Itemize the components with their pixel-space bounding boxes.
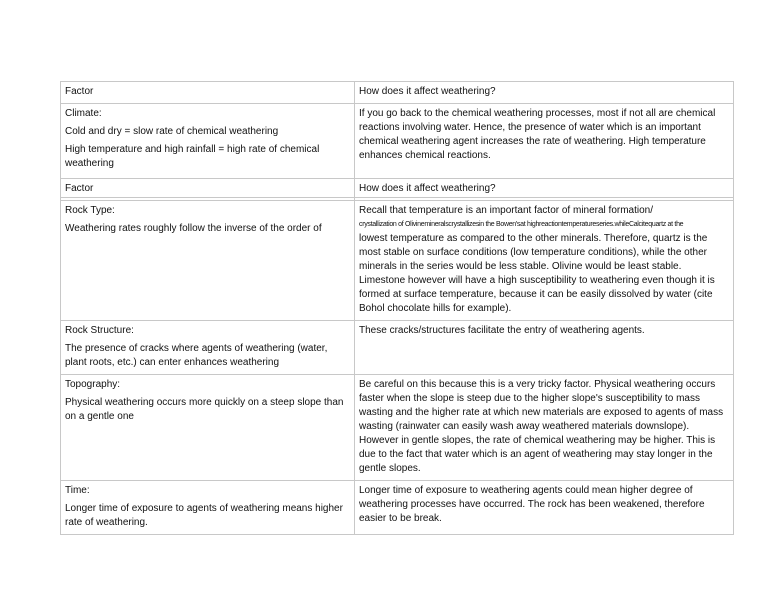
effect-text-rest: lowest temperature as compared to the other minerals. Therefore, quartz is the most stable on surface conditions (low temperature conditions), while the other minerals in the series would be less stable. Olivine would be least stable. Limestone however will have a high susceptibility to weathering even though it is formed at surface temperature, because it can be easily dissolved by water (cite Bohol chocolate hills for example). bbox=[359, 233, 715, 314]
table-row bbox=[61, 375, 734, 481]
factor-cell-rock-type bbox=[61, 201, 355, 321]
factor-title: Rock Type: bbox=[65, 205, 115, 216]
factor-title: Rock Structure: bbox=[65, 325, 134, 336]
factor-line: The presence of cracks where agents of weathering (water, plant roots, etc.) can enter enhances weathering bbox=[65, 343, 328, 368]
effect-text-small: crystallization of Olivinemineralscrystallizesin the Bowen'sat highreactiontemperatureseries.whileCalcitequartz at the bbox=[359, 221, 684, 228]
effect-cell-time bbox=[355, 481, 734, 535]
table-row bbox=[61, 321, 734, 375]
effect-text: Be careful on this because this is a very tricky factor. Physical weathering occurs faster when the slope is steep due to the higher slope's susceptibility to mass wasting and the higher rate at which new materials are exposed to agents of mass wasting (rainwater can easily wash away weathered materials downslope). However in gentle slopes, the rate of chemical weathering may be higher. This is due to the fact that water which is an agent of weathering may stay longer in the gentle slopes. bbox=[359, 379, 724, 474]
factor-cell-time bbox=[61, 481, 355, 535]
factor-line: Longer time of exposure to agents of weathering means higher rate of weathering. bbox=[65, 503, 343, 528]
factor-line: Weathering rates roughly follow the inverse of the order of bbox=[65, 223, 322, 234]
factor-line: High temperature and high rainfall = high rate of chemical weathering bbox=[65, 144, 320, 169]
effect-cell-rock-structure bbox=[355, 321, 734, 375]
effect-text: Longer time of exposure to weathering agents could mean higher degree of weathering processes have occurred. The rock has been weakened, therefore easier to be break. bbox=[359, 485, 705, 524]
factor-title: Time: bbox=[65, 485, 90, 496]
effect-cell-rock-type bbox=[355, 201, 734, 321]
factor-cell-topography bbox=[61, 375, 355, 481]
table-row bbox=[61, 201, 734, 321]
effect-text-line1: Recall that temperature is an important factor of mineral formation/ bbox=[359, 205, 654, 216]
effect-cell-topography bbox=[355, 375, 734, 481]
effect-text: If you go back to the chemical weathering processes, most if not all are chemical reactions involving water. Hence, the presence of water which is an important chemical weathering agent increases the rate of weathering. High temperature enhances chemical reactions. bbox=[359, 108, 716, 161]
header-factor: Factor bbox=[61, 179, 355, 201]
factor-line: Physical weathering occurs more quickly on a steep slope than on a gentle one bbox=[65, 397, 344, 422]
factor-title: Topography: bbox=[65, 379, 121, 390]
factor-line: Cold and dry = slow rate of chemical weathering bbox=[65, 126, 279, 137]
factors-table-rock bbox=[60, 178, 734, 535]
header-effect: How does it affect weathering? bbox=[355, 179, 734, 201]
table-row bbox=[61, 481, 734, 535]
table-header-row bbox=[61, 82, 734, 104]
factor-title: Climate: bbox=[65, 108, 102, 119]
table-header-row bbox=[61, 179, 734, 201]
effect-text: These cracks/structures facilitate the entry of weathering agents. bbox=[359, 325, 645, 336]
header-factor: Factor bbox=[61, 82, 355, 104]
header-effect: How does it affect weathering? bbox=[355, 82, 734, 104]
factor-cell-rock-structure bbox=[61, 321, 355, 375]
